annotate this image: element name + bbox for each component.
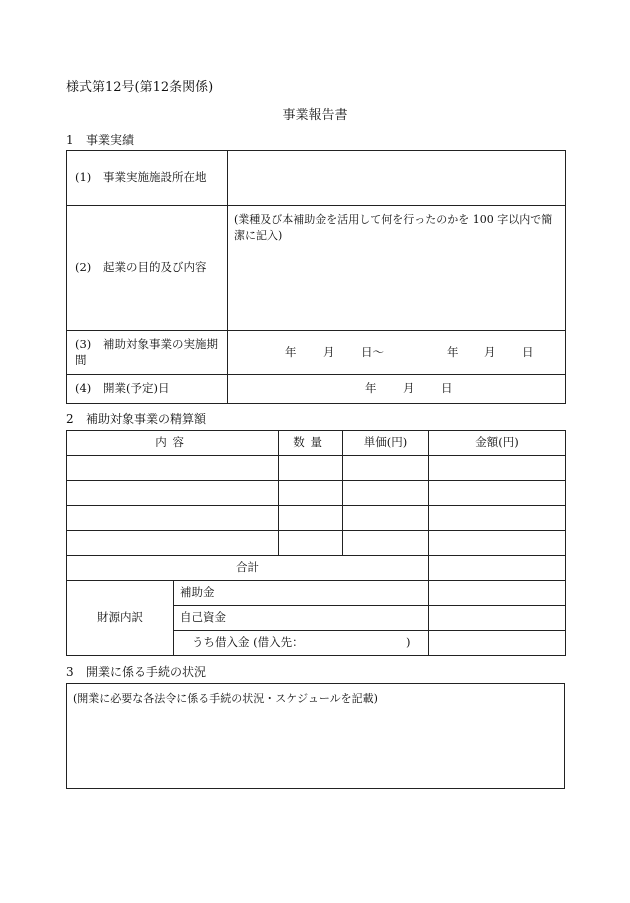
table-row xyxy=(67,531,566,556)
funding-own-amount[interactable] xyxy=(429,606,566,631)
content-cell[interactable] xyxy=(67,481,279,506)
row-label-open-date: (4) 開業(予定)日 xyxy=(67,375,228,404)
amount-cell[interactable] xyxy=(429,531,566,556)
section2-title: 補助対象事業の精算額 xyxy=(86,412,207,426)
content-cell[interactable] xyxy=(67,506,279,531)
section2-heading xyxy=(66,410,206,427)
table-row xyxy=(67,506,566,531)
amount-cell[interactable] xyxy=(429,456,566,481)
table-row xyxy=(67,206,566,331)
purpose-field[interactable] xyxy=(228,206,566,331)
purpose-note: (業種及び本補助金を活用して何を行ったのかを 100 字以内で簡潔に記入) xyxy=(234,213,553,242)
document-title: 事業報告書 xyxy=(282,108,348,123)
performance-table xyxy=(66,150,566,404)
amount-cell[interactable] xyxy=(429,481,566,506)
table-row xyxy=(67,331,566,375)
unit-price-cell[interactable] xyxy=(343,531,429,556)
unit-price-cell[interactable] xyxy=(343,506,429,531)
form-number: 様式第12号(第12条関係) xyxy=(66,80,214,95)
table-row xyxy=(67,375,566,404)
funding-row xyxy=(67,581,566,606)
col-header-content: 内容 xyxy=(67,431,279,456)
location-field[interactable] xyxy=(228,151,566,206)
open-day: 日 xyxy=(441,381,453,396)
funding-own-label: 自己資金 xyxy=(174,606,429,631)
row-label-purpose: (2) 起業の目的及び内容 xyxy=(67,206,228,331)
section1-heading xyxy=(66,131,134,148)
content-cell[interactable] xyxy=(67,531,279,556)
period-month1: 月 xyxy=(323,344,335,359)
open-year: 年 xyxy=(365,381,377,396)
quantity-cell[interactable] xyxy=(279,506,343,531)
quantity-cell[interactable] xyxy=(279,456,343,481)
section2-number: 2 xyxy=(66,412,74,426)
funding-subsidy-amount[interactable] xyxy=(429,581,566,606)
total-row xyxy=(67,556,566,581)
table-header-row xyxy=(67,431,566,456)
section3-number: 3 xyxy=(66,665,74,679)
amount-cell[interactable] xyxy=(429,506,566,531)
section1-title: 事業実績 xyxy=(86,133,135,147)
section1-number: 1 xyxy=(66,133,74,147)
col-header-amount: 金額(円) xyxy=(429,431,566,456)
procedure-status-box[interactable] xyxy=(66,683,565,789)
loan-label-text: うち借入金 (借入先： xyxy=(192,635,304,650)
open-date-field[interactable] xyxy=(228,375,566,404)
period-year1: 年 xyxy=(285,344,297,359)
section3-heading xyxy=(66,663,206,680)
funding-subsidy-label: 補助金 xyxy=(174,581,429,606)
period-field[interactable] xyxy=(228,331,566,375)
total-amount-cell[interactable] xyxy=(429,556,566,581)
col-header-quantity: 数量 xyxy=(279,431,343,456)
settlement-table xyxy=(66,430,566,656)
loan-close-paren: ) xyxy=(406,635,411,650)
unit-price-cell[interactable] xyxy=(343,456,429,481)
row-label-period: (3) 補助対象事業の実施期間 xyxy=(67,331,228,375)
table-row xyxy=(67,151,566,206)
open-month: 月 xyxy=(403,381,415,396)
table-row xyxy=(67,456,566,481)
content-cell[interactable] xyxy=(67,456,279,481)
row-label-location: (1) 事業実施施設所在地 xyxy=(67,151,228,206)
period-month2: 月 xyxy=(484,344,496,359)
funding-loan-label xyxy=(174,631,429,656)
procedure-note: (開業に必要な各法令に係る手続の状況・スケジュールを記載) xyxy=(73,692,378,705)
table-row xyxy=(67,481,566,506)
funding-label: 財源内訳 xyxy=(67,581,174,656)
section3-title: 開業に係る手続の状況 xyxy=(86,665,207,679)
col-header-unit-price: 単価(円) xyxy=(343,431,429,456)
funding-loan-amount[interactable] xyxy=(429,631,566,656)
unit-price-cell[interactable] xyxy=(343,481,429,506)
period-day1: 日〜 xyxy=(361,344,384,359)
total-label: 合計 xyxy=(67,556,429,581)
period-year2: 年 xyxy=(447,344,459,359)
quantity-cell[interactable] xyxy=(279,481,343,506)
period-day2: 日 xyxy=(522,344,534,359)
quantity-cell[interactable] xyxy=(279,531,343,556)
